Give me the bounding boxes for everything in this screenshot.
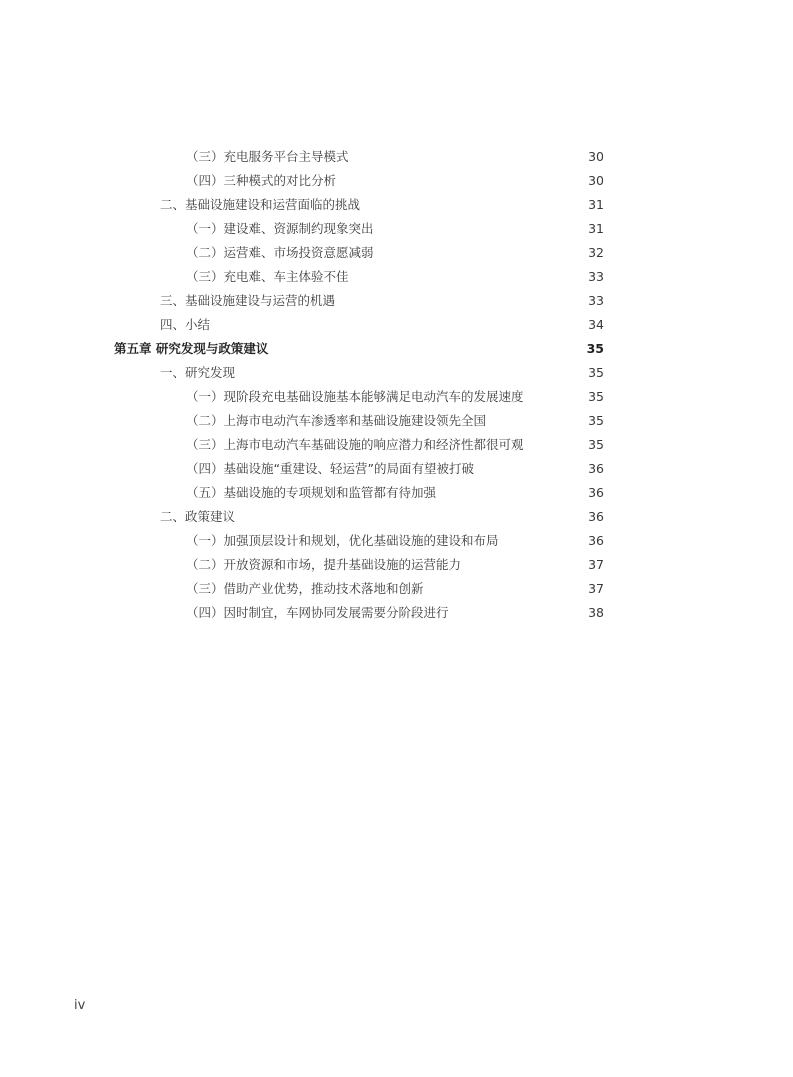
- toc-entry[interactable]: [186, 217, 604, 241]
- toc-entry-title: （四）三种模式的对比分析: [186, 173, 337, 188]
- toc-entry-title: （五）基础设施的专项规划和监管都有待加强: [186, 485, 437, 500]
- toc-entry-page: 37: [588, 557, 604, 572]
- toc-entry-page: 31: [588, 221, 604, 236]
- toc-entry[interactable]: [186, 409, 604, 433]
- toc-entry[interactable]: [186, 265, 604, 289]
- toc-entry[interactable]: [186, 529, 604, 553]
- toc-entry-page: 34: [588, 317, 604, 332]
- toc-entry[interactable]: [186, 481, 604, 505]
- toc-entry-page: 36: [588, 485, 604, 500]
- toc-entry-page: 30: [588, 149, 604, 164]
- toc-entry-title: 二、政策建议: [160, 509, 236, 524]
- toc-entry[interactable]: [186, 433, 604, 457]
- toc-entry-page: 36: [588, 461, 604, 476]
- toc-entry-title: （一）加强顶层设计和规划，优化基础设施的建设和布局: [186, 533, 499, 548]
- toc-entry-title: （二）上海市电动汽车渗透率和基础设施建设领先全国: [186, 413, 487, 428]
- toc-section[interactable]: [160, 193, 604, 217]
- toc-entry-page: 36: [588, 509, 604, 524]
- toc-entry-title: （二）开放资源和市场，提升基础设施的运营能力: [186, 557, 462, 572]
- toc-section[interactable]: [160, 289, 604, 313]
- toc-entry-page: 30: [588, 173, 604, 188]
- toc-entry-title: （三）充电服务平台主导模式: [186, 149, 349, 164]
- toc-entry-page: 35: [588, 389, 604, 404]
- toc-entry-title: （三）上海市电动汽车基础设施的响应潜力和经济性都很可观: [186, 437, 524, 452]
- toc-entry-title: 四、小结: [160, 317, 211, 332]
- toc-entry-title: （四）基础设施“重建设、轻运营”的局面有望被打破: [186, 461, 474, 476]
- toc-entry-page: 31: [588, 197, 604, 212]
- toc-entry[interactable]: [186, 169, 604, 193]
- toc-entry[interactable]: [186, 241, 604, 265]
- toc-entry-page: 35: [588, 365, 604, 380]
- toc-section[interactable]: [160, 361, 604, 385]
- toc-entry-title: 一、研究发现: [160, 365, 236, 380]
- toc-entry-title: （一）建设难、资源制约现象突出: [186, 221, 374, 236]
- page-number: iv: [74, 998, 86, 1013]
- toc-entry-title: 三、基础设施建设与运营的机遇: [160, 293, 336, 308]
- toc-entry-title: 二、基础设施建设和运营面临的挑战: [160, 197, 361, 212]
- toc-chapter[interactable]: [114, 337, 604, 361]
- toc-section[interactable]: [160, 313, 604, 337]
- toc-entry[interactable]: [186, 145, 604, 169]
- toc-entry[interactable]: [186, 457, 604, 481]
- toc-entry-page: 33: [588, 293, 604, 308]
- toc-entry-title: （三）借助产业优势，推动技术落地和创新: [186, 581, 424, 596]
- toc-entry-page: 38: [588, 605, 604, 620]
- toc-entry-page: 32: [588, 245, 604, 260]
- toc-entry-page: 33: [588, 269, 604, 284]
- toc-entry[interactable]: [186, 577, 604, 601]
- toc-entry-page: 36: [588, 533, 604, 548]
- toc-entry-page: 35: [588, 413, 604, 428]
- toc-entry-page: 35: [588, 437, 604, 452]
- toc-entry-title: （二）运营难、市场投资意愿减弱: [186, 245, 374, 260]
- toc-section[interactable]: [160, 505, 604, 529]
- toc-entry-title: （三）充电难、车主体验不佳: [186, 269, 349, 284]
- toc-entry-page: 37: [588, 581, 604, 596]
- toc-entry-title: （四）因时制宜，车网协同发展需要分阶段进行: [186, 605, 449, 620]
- toc-entry-title: 第五章 研究发现与政策建议: [114, 341, 269, 356]
- toc-entry-page: 35: [586, 341, 604, 356]
- toc-entry[interactable]: [186, 385, 604, 409]
- toc-entry[interactable]: [186, 601, 604, 625]
- toc-entry-title: （一）现阶段充电基础设施基本能够满足电动汽车的发展速度: [186, 389, 524, 404]
- toc-entry[interactable]: [186, 553, 604, 577]
